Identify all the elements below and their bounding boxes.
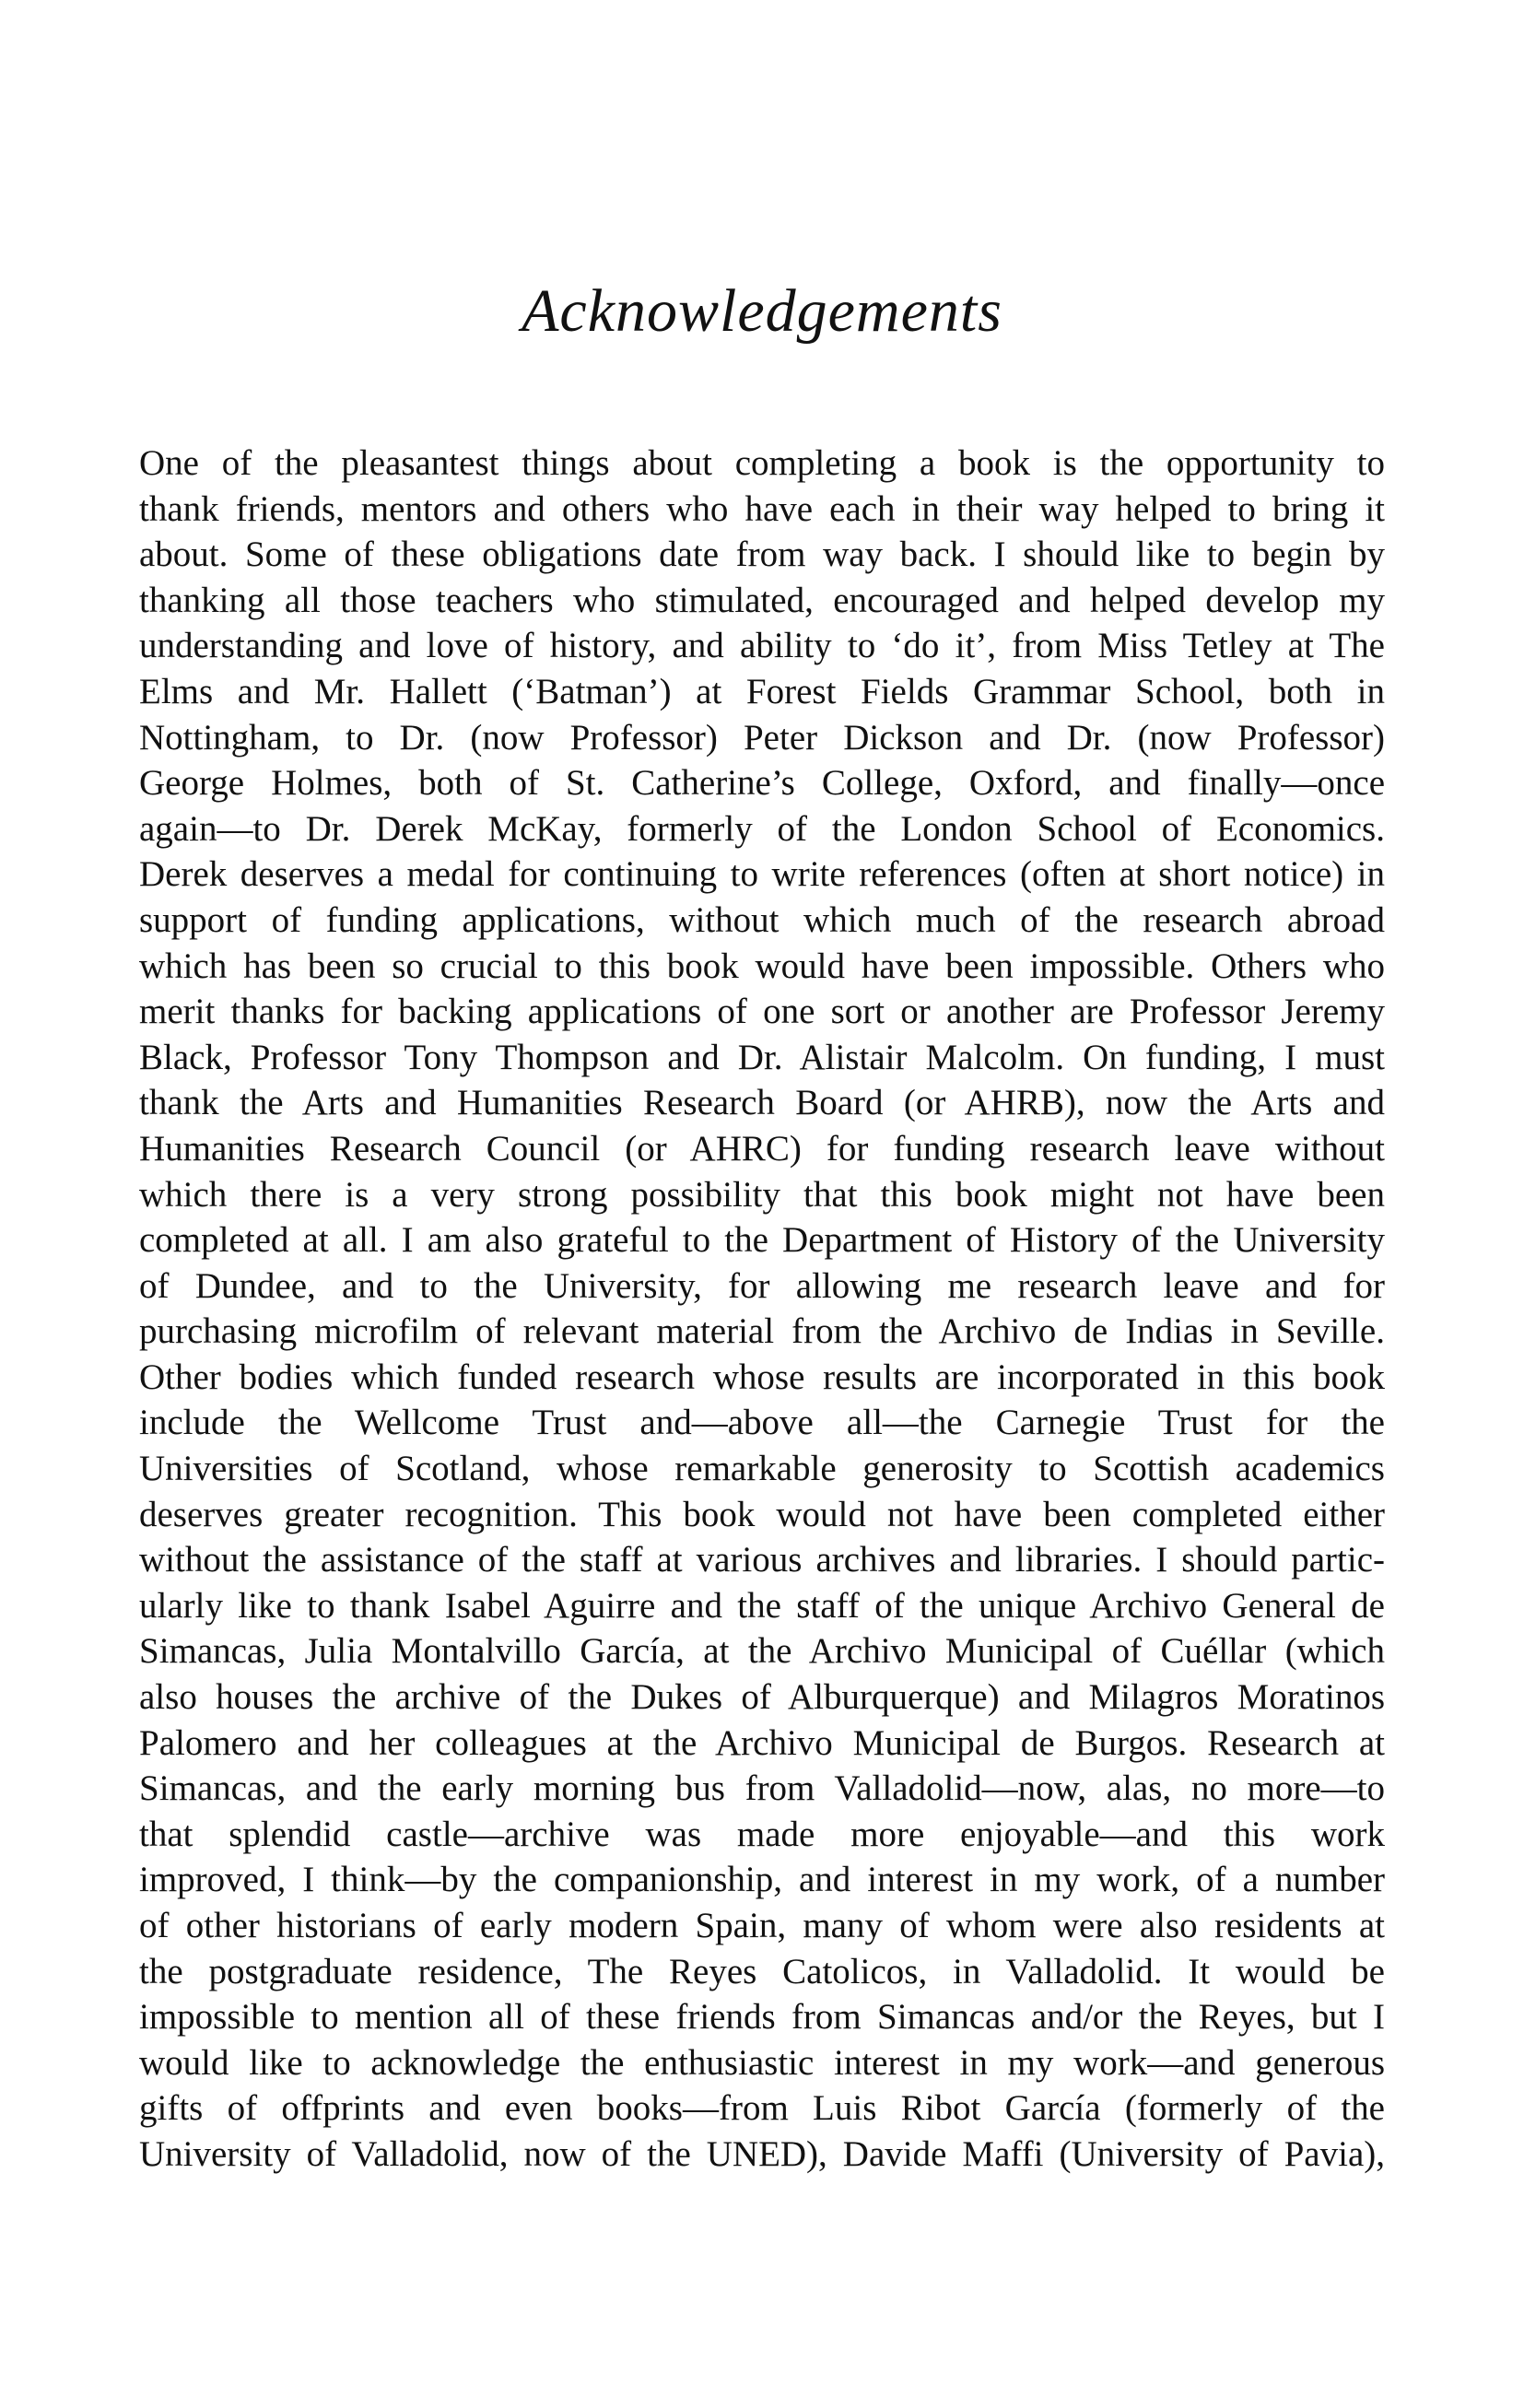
text-line: improved, I think—by the companionship, and interest in my work, of a number [139,1860,1385,1900]
text-line: of Dundee, and to the University, for allowing me research leave and for [139,1265,1385,1306]
text-line: thank the Arts and Humanities Research Board (or AHRB), now the Arts and [139,1083,1385,1123]
text-line: which there is a very strong possibility that this book might not have been [139,1174,1385,1215]
text-line: Palomero and her colleagues at the Archivo Municipal de Burgos. Research at [139,1722,1385,1763]
text-line: without the assistance of the staff at various archives and libraries. I should partic- [139,1540,1385,1580]
acknowledgements-body [139,440,1385,2178]
text-line: Universities of Scotland, whose remarkable generosity to Scottish academics [139,1449,1385,1489]
text-line: Derek deserves a medal for continuing to write references (often at short notice) in [139,854,1385,895]
text-line: include the Wellcome Trust and—above all—the Carnegie Trust for the [139,1403,1385,1443]
text-line: purchasing microfilm of relevant material from the Archivo de Indias in Seville. [139,1311,1385,1352]
text-line: thank friends, mentors and others who have each in their way helped to bring it [139,488,1385,529]
text-line: completed at all. I am also grateful to the Department of History of the University [139,1220,1385,1261]
text-line: Black, Professor Tony Thompson and Dr. Alistair Malcolm. On funding, I must [139,1037,1385,1077]
text-line: University of Valladolid, now of the UNED), Davide Maffi (University of Pavia), [139,2133,1385,2174]
text-line: understanding and love of history, and ability to ‘do it’, from Miss Tetley at The [139,626,1385,666]
text-line: impossible to mention all of these friends from Simancas and/or the Reyes, but I [139,1997,1385,2038]
text-line: Other bodies which funded research whose results are incorporated in this book [139,1357,1385,1397]
text-line: the postgraduate residence, The Reyes Catolicos, in Valladolid. It would be [139,1951,1385,1991]
text-line: also houses the archive of the Dukes of Alburquerque) and Milagros Moratinos [139,1677,1385,1718]
text-line: gifts of offprints and even books—from Luis Ribot García (formerly of the [139,2088,1385,2129]
text-line: Simancas, Julia Montalvillo García, at the Archivo Municipal of Cuéllar (which [139,1631,1385,1672]
page-title: Acknowledgements [522,277,1002,345]
text-line: would like to acknowledge the enthusiastic interest in my work—and generous [139,2042,1385,2083]
text-line: of other historians of early modern Spain, many of whom were also residents at [139,1906,1385,1945]
text-line: merit thanks for backing applications of one sort or another are Professor Jeremy [139,992,1385,1032]
text-line: which has been so crucial to this book would have been impossible. Others who [139,946,1385,986]
text-line: again—to Dr. Derek McKay, formerly of the London School of Economics. [139,808,1385,849]
text-line: Simancas, and the early morning bus from Valladolid—now, alas, no more—to [139,1768,1385,1809]
text-line: deserves greater recognition. This book would not have been completed either [139,1494,1385,1534]
text-line: George Holmes, both of St. Catherine’s College, Oxford, and finally—once [139,763,1385,804]
text-line: Humanities Research Council (or AHRC) for funding research leave without [139,1128,1385,1169]
text-line: ularly like to thank Isabel Aguirre and the staff of the unique Archivo General de [139,1585,1385,1626]
text-line: Nottingham, to Dr. (now Professor) Peter Dickson and Dr. (now Professor) [139,717,1385,758]
text-line: that splendid castle—archive was made more enjoyable—and this work [139,1814,1385,1854]
text-line: support of funding applications, without which much of the research abroad [139,899,1385,940]
text-line: One of the pleasantest things about completing a book is the opportunity to [139,443,1385,483]
text-line: about. Some of these obligations date from way back. I should like to begin by [139,534,1385,575]
text-line: Elms and Mr. Hallett (‘Batman’) at Forest Fields Grammar School, both in [139,671,1385,711]
text-line: thanking all those teachers who stimulated, encouraged and helped develop my [139,580,1385,620]
